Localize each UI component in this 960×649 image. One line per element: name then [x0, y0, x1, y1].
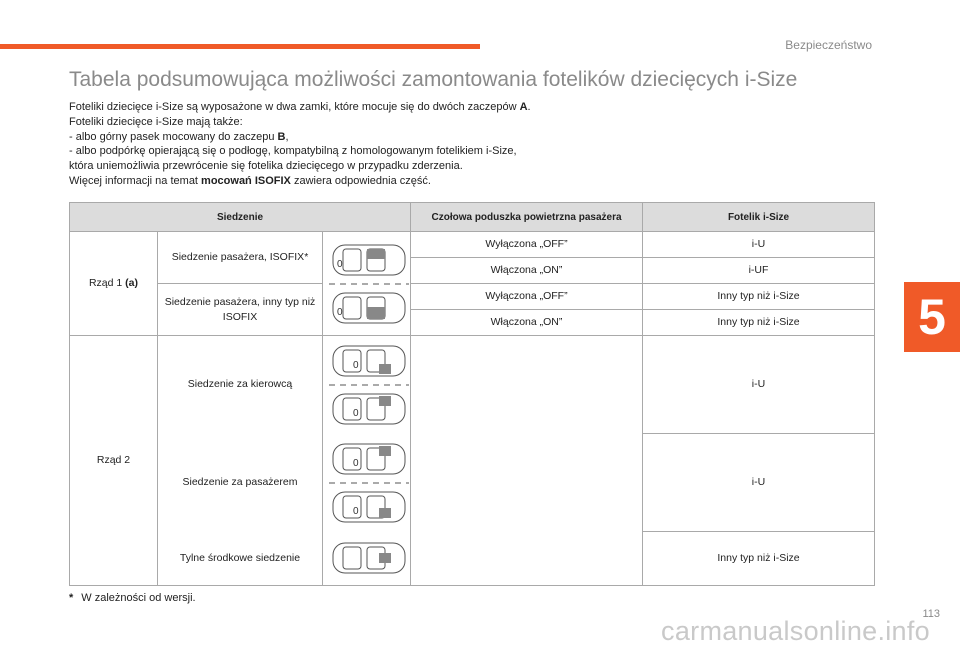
row2-b-value: i-U [643, 434, 875, 532]
row1-a-on-seat: i-UF [643, 258, 875, 284]
row1-car-icon-cell [323, 232, 411, 336]
watermark: carmanualsonline.info [661, 616, 930, 646]
row1-a-on-airbag: Włączona „ON” [411, 258, 643, 284]
svg-text:0: 0 [353, 505, 359, 517]
rear-center-car-icon [329, 539, 409, 577]
row2-seat-a: Siedzenie za kierowcą [158, 336, 323, 434]
row1-b-on-airbag: Włączona „ON” [411, 310, 643, 336]
top-accent-bar [0, 44, 480, 49]
row1-b-off-seat: Inny typ niż i-Size [643, 284, 875, 310]
svg-text:0: 0 [353, 407, 359, 419]
row1-b-on-seat: Inny typ niż i-Size [643, 310, 875, 336]
row2-b-airbag [411, 434, 643, 532]
footnote-text: W zależności od wersji. [81, 592, 196, 604]
rear-left-car-icon [329, 342, 409, 428]
row1-a-off-seat: i-U [643, 232, 875, 258]
intro-line: Foteliki dziecięce i-Size są wyposażone w dwa zamki, które mocuje się do dwóch zaczepów A. [69, 101, 531, 113]
row2-b-car-icon-cell [323, 434, 411, 532]
rear-right-car-icon [329, 440, 409, 526]
isize-summary-table [69, 202, 875, 586]
table-row [70, 434, 875, 532]
row2-c-value: Inny typ niż i-Size [643, 532, 875, 586]
header-airbag: Czołowa poduszka powietrzna pasażera [411, 203, 643, 232]
header-isize: Fotelik i-Size [643, 203, 875, 232]
table-row [70, 336, 875, 434]
row2-seat-b: Siedzenie za pasażerem [158, 434, 323, 532]
intro-line: - albo górny pasek mocowany do zaczepu B, [69, 130, 289, 143]
intro-text [69, 100, 869, 189]
svg-text:0: 0 [337, 258, 343, 270]
svg-text:0: 0 [353, 457, 359, 469]
footnote-mark: * [69, 592, 74, 604]
page-number: 113 [922, 608, 940, 620]
row1-seat-b: Siedzenie pasażera, inny typ niż ISOFIX [158, 284, 323, 336]
svg-text:0: 0 [337, 306, 343, 318]
table-row [70, 232, 875, 258]
page-title: Tabela podsumowująca możliwości zamontowania fotelików dziecięcych i-Size [69, 68, 798, 91]
intro-line: która uniemożliwia przewrócenie się fotelika dziecięcego w przypadku zderzenia. [69, 160, 463, 173]
row1-label: Rząd 1 (a) [70, 232, 158, 336]
row2-c-car-icon-cell [323, 532, 411, 586]
intro-line: - albo podpórkę opierającą się o podłogę, kompatybilną z homologowanym fotelikiem i-Size, [69, 145, 517, 158]
intro-line: Foteliki dziecięce i-Size mają także: [69, 115, 243, 128]
intro-line: Więcej informacji na temat mocowań ISOFIX zawiera odpowiednia część. [69, 174, 431, 187]
chapter-tab: 5 [904, 282, 960, 352]
row2-seat-c: Tylne środkowe siedzenie [158, 532, 323, 586]
table-row [70, 532, 875, 586]
front-passenger-car-icon [329, 241, 409, 327]
row2-label: Rząd 2 [70, 336, 158, 586]
table-header-row [70, 203, 875, 232]
footnote [69, 592, 196, 604]
svg-text:0: 0 [353, 359, 359, 371]
table-row [70, 284, 875, 310]
row1-b-off-airbag: Wyłączona „OFF” [411, 284, 643, 310]
header-seat: Siedzenie [70, 203, 411, 232]
row1-seat-a: Siedzenie pasażera, ISOFIX* [158, 232, 323, 284]
row2-c-airbag [411, 532, 643, 586]
row2-a-airbag [411, 336, 643, 434]
row1-a-off-airbag: Wyłączona „OFF” [411, 232, 643, 258]
row2-a-value: i-U [643, 336, 875, 434]
section-name: Bezpieczeństwo [785, 38, 872, 52]
row2-a-car-icon-cell [323, 336, 411, 434]
